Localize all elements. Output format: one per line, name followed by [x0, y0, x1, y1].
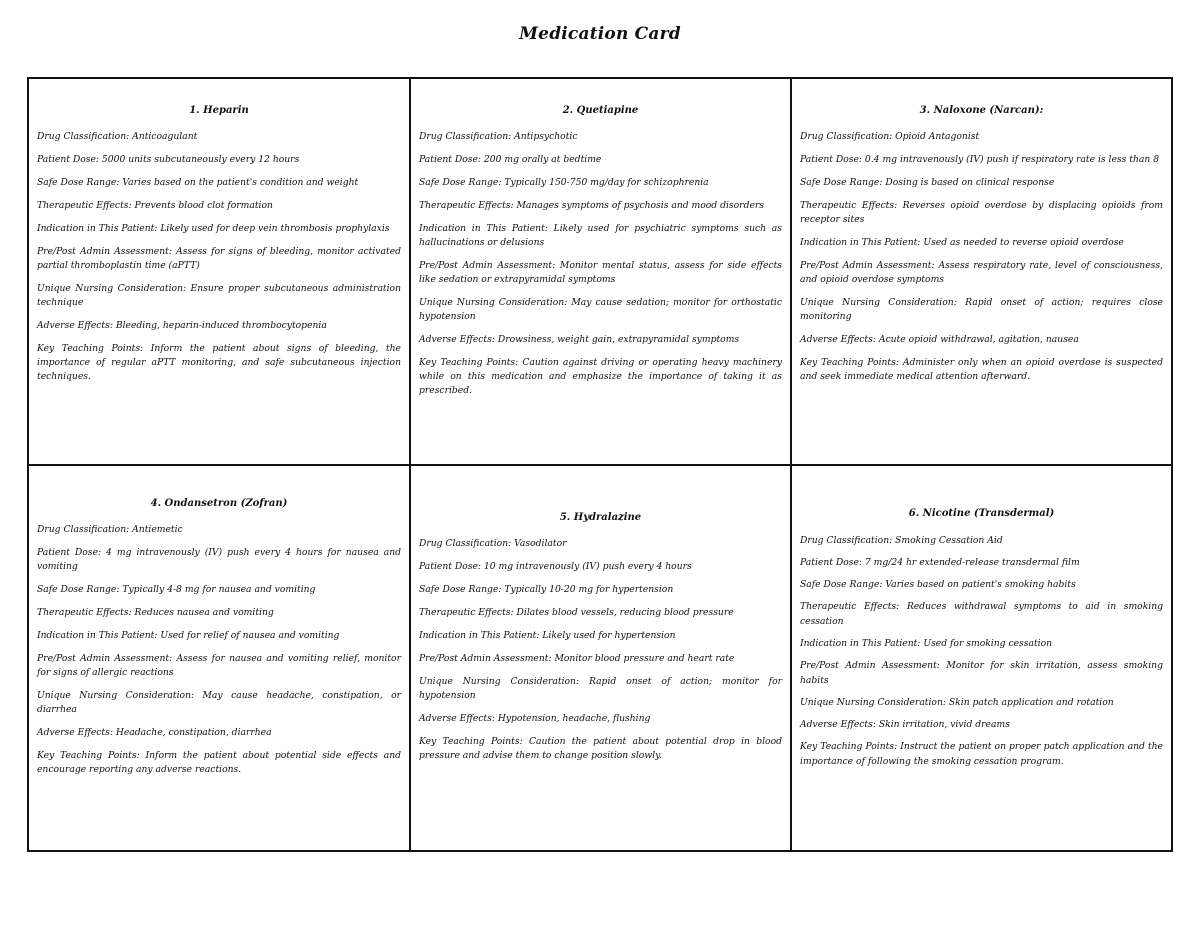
- field-value: Ensure proper subcutaneous administration technique: [37, 283, 402, 308]
- safe-dose-range: [419, 583, 782, 597]
- field-value: Likely used for hypertension: [539, 630, 676, 641]
- field-label: Patient Dose:: [37, 154, 99, 165]
- adverse-effects: [800, 333, 1163, 347]
- pre-post-admin-assessment: [800, 658, 1163, 688]
- field-value: Antiemetic: [129, 524, 183, 535]
- field-label: Adverse Effects:: [419, 713, 495, 724]
- field-value: Typically 10-20 mg for hypertension: [501, 584, 674, 595]
- field-value: Bleeding, heparin-induced thrombocytopenia: [112, 320, 327, 331]
- field-value: 7 mg/24 hr extended-release transdermal film: [862, 557, 1080, 568]
- drug-classification: [419, 130, 782, 144]
- key-teaching-points: [37, 342, 401, 384]
- field-label: Patient Dose:: [800, 557, 862, 568]
- field-value: Inform the patient about potential side effects and encourage reporting any adverse reactions.: [37, 750, 401, 775]
- therapeutic-effects: [419, 199, 782, 213]
- field-value: Administer only when an opioid overdose is suspected and seek immediate medical attention afterward.: [800, 357, 1163, 382]
- field-label: Unique Nursing Consideration:: [419, 297, 568, 308]
- safe-dose-range: [800, 176, 1163, 190]
- field-label: Indication in This Patient:: [419, 223, 548, 234]
- adverse-effects: [37, 726, 401, 740]
- field-label: Therapeutic Effects:: [419, 200, 514, 211]
- field-label: Unique Nursing Consideration:: [37, 690, 195, 701]
- drug-classification: [37, 130, 401, 144]
- field-value: Assess for signs of bleeding, monitor activated partial thromboplastin time (aPTT): [37, 246, 401, 271]
- field-value: Acute opioid withdrawal, agitation, nausea: [875, 334, 1079, 345]
- drug-name: 3. Naloxone (Narcan):: [919, 105, 1044, 116]
- key-teaching-points: [419, 356, 782, 398]
- patient-dose: [37, 153, 401, 167]
- field-label: Key Teaching Points:: [37, 750, 140, 761]
- indication: [800, 636, 1163, 651]
- field-label: Indication in This Patient:: [800, 638, 921, 649]
- therapeutic-effects: [800, 199, 1163, 227]
- field-label: Pre/Post Admin Assessment:: [800, 260, 935, 271]
- pre-post-admin-assessment: [419, 259, 782, 287]
- drug-card-ondansetron: [29, 466, 411, 850]
- key-teaching-points: [800, 356, 1163, 384]
- patient-dose: [800, 153, 1163, 167]
- field-label: Therapeutic Effects:: [419, 607, 514, 618]
- field-label: Patient Dose:: [419, 154, 481, 165]
- field-label: Adverse Effects:: [419, 334, 495, 345]
- field-label: Pre/Post Admin Assessment:: [419, 260, 556, 271]
- field-label: Adverse Effects:: [37, 320, 113, 331]
- drug-card-naloxone: [792, 79, 1171, 466]
- unique-nursing-consideration: [37, 689, 401, 717]
- drug-classification: [419, 537, 782, 551]
- drug-card-heparin: [29, 79, 411, 466]
- field-label: Key Teaching Points:: [800, 741, 898, 752]
- field-value: Caution the patient about potential drop in blood pressure and advise them to change position slowly.: [419, 736, 782, 761]
- field-label: Pre/Post Admin Assessment:: [800, 660, 940, 671]
- drug-name: 4. Ondansetron (Zofran): [150, 498, 288, 509]
- indication: [37, 222, 401, 236]
- field-label: Key Teaching Points:: [37, 343, 144, 354]
- field-value: Used as needed to reverse opioid overdose: [920, 237, 1124, 248]
- field-value: Caution against driving or operating heavy machinery while on this medication and emphasize the importance of taking it as prescribed.: [419, 357, 782, 396]
- field-label: Safe Dose Range:: [37, 177, 120, 188]
- field-label: Therapeutic Effects:: [800, 200, 898, 211]
- indication: [37, 629, 401, 643]
- patient-dose: [419, 560, 782, 574]
- unique-nursing-consideration: [37, 282, 401, 310]
- field-label: Unique Nursing Consideration:: [37, 283, 187, 294]
- drug-classification: [37, 523, 401, 537]
- field-label: Safe Dose Range:: [419, 177, 502, 188]
- field-label: Drug Classification:: [37, 131, 130, 142]
- patient-dose: [419, 153, 782, 167]
- field-value: Assess for nausea and vomiting relief, monitor for signs of allergic reactions: [37, 653, 401, 678]
- field-value: Drowsiness, weight gain, extrapyramidal symptoms: [494, 334, 740, 345]
- safe-dose-range: [37, 176, 401, 190]
- field-value: 0.4 mg intravenously (IV) push if respiratory rate is less than 8: [862, 154, 1160, 165]
- field-value: Monitor for skin irritation, assess smoking habits: [800, 660, 1163, 686]
- field-label: Pre/Post Admin Assessment:: [37, 653, 173, 664]
- safe-dose-range: [800, 577, 1163, 592]
- field-value: Skin irritation, vivid dreams: [875, 719, 1010, 730]
- patient-dose: [37, 546, 401, 574]
- field-value: Headache, constipation, diarrhea: [112, 727, 272, 738]
- field-value: Monitor mental status, assess for side effects like sedation or extrapyramidal symptoms: [419, 260, 782, 285]
- indication: [419, 629, 782, 643]
- field-label: Therapeutic Effects:: [800, 601, 900, 612]
- field-label: Therapeutic Effects:: [37, 607, 132, 618]
- field-value: Opioid Antagonist: [892, 131, 980, 142]
- therapeutic-effects: [37, 606, 401, 620]
- field-label: Adverse Effects:: [800, 334, 876, 345]
- field-label: Unique Nursing Consideration:: [419, 676, 580, 687]
- indication: [800, 236, 1163, 250]
- field-label: Safe Dose Range:: [419, 584, 502, 595]
- field-label: Drug Classification:: [37, 524, 130, 535]
- field-value: Prevents blood clot formation: [131, 200, 273, 211]
- field-value: Used for smoking cessation: [920, 638, 1053, 649]
- safe-dose-range: [419, 176, 782, 190]
- key-teaching-points: [800, 739, 1163, 769]
- field-label: Adverse Effects:: [37, 727, 113, 738]
- adverse-effects: [800, 717, 1163, 732]
- field-value: Smoking Cessation Aid: [892, 535, 1003, 546]
- adverse-effects: [419, 333, 782, 347]
- field-value: Manages symptoms of psychosis and mood disorders: [513, 200, 764, 211]
- field-value: 200 mg orally at bedtime: [481, 154, 602, 165]
- key-teaching-points: [37, 749, 401, 777]
- field-label: Key Teaching Points:: [419, 736, 523, 747]
- field-value: May cause headache, constipation, or diarrhea: [37, 690, 401, 715]
- drug-classification: [800, 130, 1163, 144]
- unique-nursing-consideration: [419, 296, 782, 324]
- indication: [419, 222, 782, 250]
- field-label: Pre/Post Admin Assessment:: [37, 246, 172, 257]
- adverse-effects: [419, 712, 782, 726]
- field-value: Anticoagulant: [129, 131, 198, 142]
- field-value: Assess respiratory rate, level of consciousness, and opioid overdose symptoms: [800, 260, 1163, 285]
- field-label: Adverse Effects:: [800, 719, 876, 730]
- drug-name: 5. Hydralazine: [559, 512, 642, 523]
- safe-dose-range: [37, 583, 401, 597]
- field-value: Varies based on the patient's condition and weight: [119, 177, 359, 188]
- field-value: Skin patch application and rotation: [945, 697, 1114, 708]
- field-label: Pre/Post Admin Assessment:: [419, 653, 552, 664]
- field-label: Drug Classification:: [800, 131, 893, 142]
- field-value: Antipsychotic: [511, 131, 578, 142]
- field-value: Rapid onset of action; requires close monitoring: [800, 297, 1163, 322]
- field-label: Indication in This Patient:: [37, 630, 158, 641]
- pre-post-admin-assessment: [800, 259, 1163, 287]
- unique-nursing-consideration: [419, 675, 782, 703]
- field-label: Patient Dose:: [419, 561, 481, 572]
- drug-classification: [800, 533, 1163, 548]
- field-label: Patient Dose:: [800, 154, 862, 165]
- medication-card-grid: [27, 77, 1173, 852]
- field-label: Safe Dose Range:: [800, 177, 883, 188]
- pre-post-admin-assessment: [37, 245, 401, 273]
- field-label: Drug Classification:: [800, 535, 893, 546]
- therapeutic-effects: [800, 599, 1163, 629]
- field-value: Likely used for psychiatric symptoms such as hallucinations or delusions: [419, 223, 782, 248]
- field-value: Monitor blood pressure and heart rate: [551, 653, 735, 664]
- field-label: Therapeutic Effects:: [37, 200, 132, 211]
- field-label: Unique Nursing Consideration:: [800, 297, 957, 308]
- field-label: Unique Nursing Consideration:: [800, 697, 946, 708]
- therapeutic-effects: [419, 606, 782, 620]
- therapeutic-effects: [37, 199, 401, 213]
- field-value: Reduces withdrawal symptoms to aid in smoking cessation: [800, 601, 1163, 627]
- field-value: Reduces nausea and vomiting: [131, 607, 274, 618]
- field-label: Safe Dose Range:: [37, 584, 120, 595]
- patient-dose: [800, 555, 1163, 570]
- field-value: 10 mg intravenously (IV) push every 4 hours: [481, 561, 692, 572]
- field-label: Indication in This Patient:: [37, 223, 158, 234]
- field-value: Hypotension, headache, flushing: [494, 713, 651, 724]
- field-value: Dilates blood vessels, reducing blood pressure: [513, 607, 734, 618]
- field-value: Reverses opioid overdose by displacing opioids from receptor sites: [800, 200, 1163, 225]
- unique-nursing-consideration: [800, 296, 1163, 324]
- field-label: Safe Dose Range:: [800, 579, 883, 590]
- field-value: Inform the patient about signs of bleeding, the importance of regular aPTT monitoring, and safe subcutaneous injection techniques.: [37, 343, 401, 382]
- field-value: 5000 units subcutaneously every 12 hours: [99, 154, 300, 165]
- drug-card-hydralazine: [411, 466, 792, 850]
- unique-nursing-consideration: [800, 695, 1163, 710]
- drug-name: 2. Quetiapine: [562, 105, 639, 116]
- field-label: Key Teaching Points:: [419, 357, 519, 368]
- field-value: Typically 150-750 mg/day for schizophrenia: [501, 177, 709, 188]
- field-value: May cause sedation; monitor for orthostatic hypotension: [419, 297, 782, 322]
- field-value: Used for relief of nausea and vomiting: [157, 630, 340, 641]
- field-label: Key Teaching Points:: [800, 357, 899, 368]
- field-value: Vasodilator: [511, 538, 567, 549]
- field-value: Typically 4-8 mg for nausea and vomiting: [119, 584, 316, 595]
- key-teaching-points: [419, 735, 782, 763]
- field-label: Patient Dose:: [37, 547, 102, 558]
- field-value: Instruct the patient on proper patch application and the importance of following the smoking cessation program.: [800, 741, 1163, 767]
- field-value: Dosing is based on clinical response: [882, 177, 1055, 188]
- page-title: Medication Card: [519, 24, 681, 44]
- pre-post-admin-assessment: [37, 652, 401, 680]
- field-value: 4 mg intravenously (IV) push every 4 hours for nausea and vomiting: [37, 547, 401, 572]
- drug-card-quetiapine: [411, 79, 792, 466]
- drug-name: 6. Nicotine (Transdermal): [908, 508, 1055, 519]
- field-value: Varies based on patient's smoking habits: [882, 579, 1076, 590]
- pre-post-admin-assessment: [419, 652, 782, 666]
- field-label: Drug Classification:: [419, 538, 512, 549]
- field-label: Indication in This Patient:: [419, 630, 540, 641]
- drug-name: 1. Heparin: [189, 105, 249, 116]
- field-label: Indication in This Patient:: [800, 237, 921, 248]
- adverse-effects: [37, 319, 401, 333]
- field-value: Rapid onset of action; monitor for hypotension: [419, 676, 783, 701]
- drug-card-nicotine: [792, 466, 1171, 850]
- field-label: Drug Classification:: [419, 131, 512, 142]
- field-value: Likely used for deep vein thrombosis prophylaxis: [157, 223, 390, 234]
